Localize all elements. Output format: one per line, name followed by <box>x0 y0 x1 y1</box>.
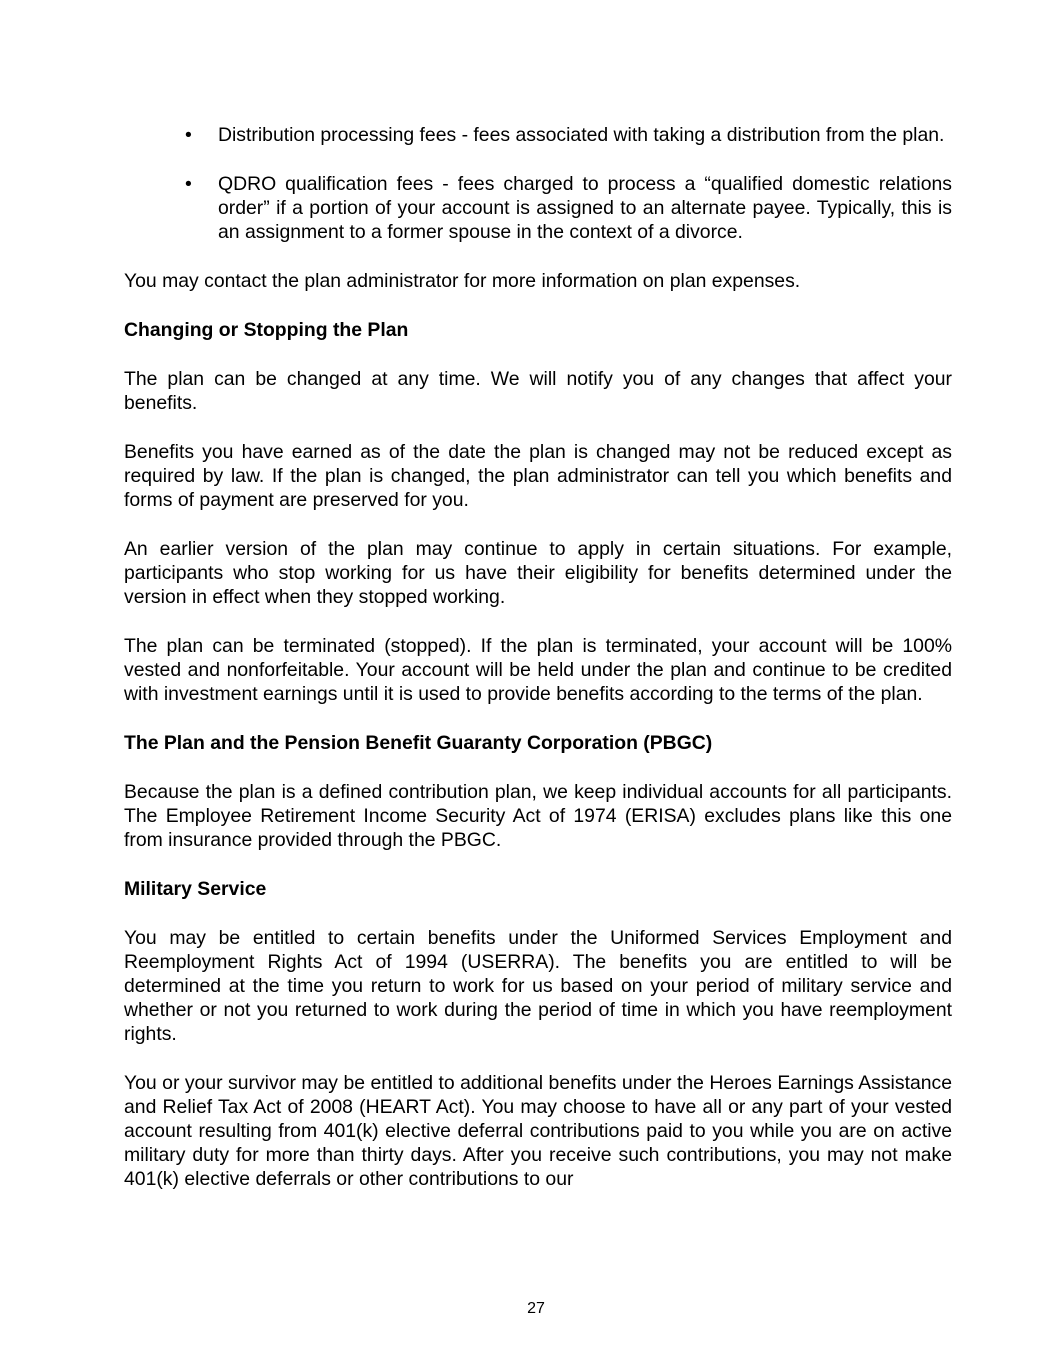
changing-heading: Changing or Stopping the Plan <box>124 319 409 341</box>
changing-paragraph-3: An earlier version of the plan may continue to apply in certain situations. For example, participants who stop working for us have their eligibility for benefits determined under the version in effect when they stopped working. <box>124 538 952 608</box>
fee-bullet-list <box>124 123 952 244</box>
page-number: 27 <box>527 1300 545 1317</box>
military-heading: Military Service <box>124 878 267 900</box>
military-paragraph-1: You may be entitled to certain benefits under the Uniformed Services Employment and Reemployment Rights Act of 1994 (USERRA). The benefits you are entitled to will be determined at the time you return to work for us based on your period of military service and whether or not you returned to work during the period of time in which you have reemployment rights. <box>124 927 952 1045</box>
bullet-text: Distribution processing fees - fees associated with taking a distribution from the plan. <box>218 124 945 146</box>
changing-paragraph-1: The plan can be changed at any time. We will notify you of any changes that affect your benefits. <box>124 368 952 414</box>
document-page <box>124 123 952 1216</box>
military-paragraph-2: You or your survivor may be entitled to additional benefits under the Heroes Earnings Assistance and Relief Tax Act of 2008 (HEART Act). You may choose to have all or any part of your vested account resulting from 401(k) elective deferral contributions paid to you while you are on active military duty for more than thirty days. After you receive such contributions, you may not make 401(k) elective deferrals or other contributions to our <box>124 1072 952 1190</box>
bullet-text: QDRO qualification fees - fees charged to process a “qualified domestic relations order” if a portion of your account is assigned to an alternate payee. Typically, this is an assignment to a former spouse in the context of a divorce. <box>218 173 952 243</box>
changing-paragraph-4: The plan can be terminated (stopped). If the plan is terminated, your account will be 100% vested and nonforfeitable. Your account will be held under the plan and continue to be credited with investment earnings until it is used to provide benefits according to the terms of the plan. <box>124 635 952 705</box>
bullet-icon: • <box>185 124 192 146</box>
bullet-icon: • <box>185 173 192 195</box>
pbgc-paragraph: Because the plan is a defined contribution plan, we keep individual accounts for all participants. The Employee Retirement Income Security Act of 1974 (ERISA) excludes plans like this one from insurance provided through the PBGC. <box>124 781 952 851</box>
pbgc-heading: The Plan and the Pension Benefit Guaranty Corporation (PBGC) <box>124 732 713 754</box>
changing-paragraph-2: Benefits you have earned as of the date the plan is changed may not be reduced except as required by law. If the plan is changed, the plan administrator can tell you which benefits and forms of payment are preserved for you. <box>124 441 952 511</box>
contact-paragraph: You may contact the plan administrator for more information on plan expenses. <box>124 270 801 292</box>
bullet-distribution-fees <box>124 123 952 147</box>
bullet-qdro-fees <box>124 172 952 244</box>
